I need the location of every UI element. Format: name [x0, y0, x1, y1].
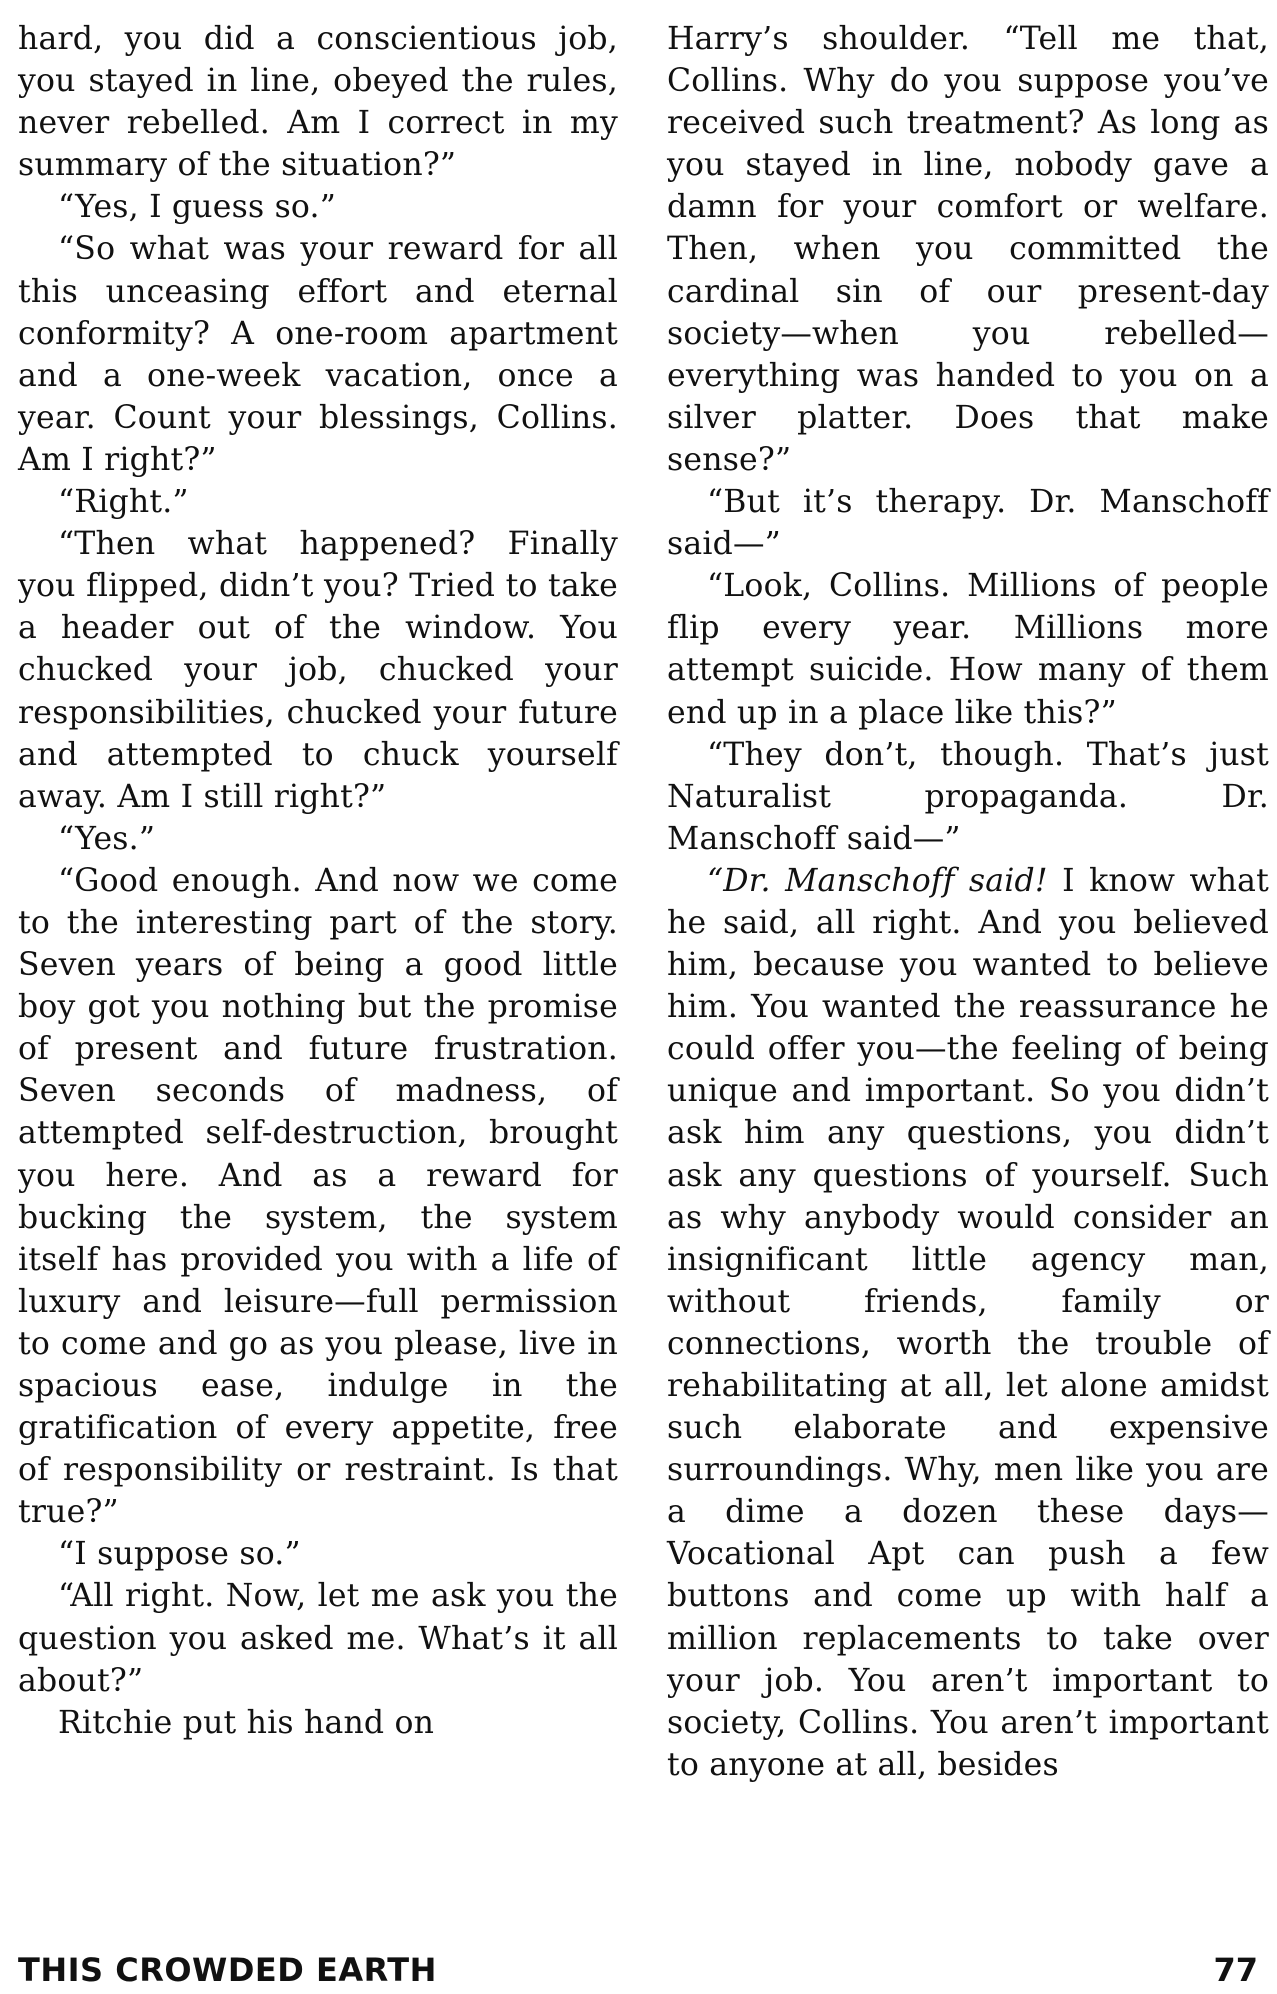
paragraph: Ritchie put his hand on	[58, 1704, 435, 1741]
paragraph: “Look, Collins. Millions of people flip every year. Millions more attempt suicide. How many of them end up in a place like this?”	[667, 568, 1269, 731]
paragraph: “All right. Now, let me ask you the question you asked me. What’s it all about?”	[18, 1578, 618, 1699]
paragraph: “Then what happened? Finally you flipped, didn’t you? Tried to take a header out of the window. You chucked your job, chucked your responsibilities, chucked your future and attempted to chuck yourself away. Am I still right?”	[18, 526, 618, 815]
paragraph	[667, 860, 1269, 1786]
left-column	[18, 18, 618, 1744]
paragraph: “They don’t, though. That’s just Naturalist propaganda. Dr. Manschoff said—”	[667, 736, 1269, 857]
paragraph: “Right.”	[58, 484, 189, 521]
paragraph: Harry’s shoulder. “Tell me that, Collins. Why do you suppose you’ve received such treatment? As long as you stayed in line, nobody gave a damn for your comfort or welfare. Then, when you committed the cardinal sin of our present-day society—when you rebelled—everything was handed to you on a silver platter. Does that make sense?”	[667, 21, 1269, 478]
paragraph-text: I know what he said, all right. And you believed him, because you wanted to believe him. You wanted the reassurance he could offer you—the feeling of being unique and important. So you didn’t ask him any questions, you didn’t ask any questions of yourself. Such as why anybody would consider an insignificant little agency man, without friends, family or connections, worth the trouble of rehabilitating at all, let alone amidst such elaborate and expensive surroundings. Why, men like you are a dime a dozen these days—Vocational Apt can push a few buttons and come up with half a million replacements to take over your job. You aren’t important to society, Collins. You aren’t important to anyone at all, besides	[667, 862, 1270, 1783]
page-number: 77	[1213, 1951, 1258, 1989]
page-footer	[18, 1950, 1258, 1990]
paragraph: “But it’s therapy. Dr. Manschoff said—”	[667, 484, 1269, 563]
right-column	[667, 18, 1269, 1786]
paragraph: hard, you did a conscientious job, you stayed in line, obeyed the rules, never rebelled. Am I correct in my summary of the situation?”	[18, 21, 618, 184]
paragraph: “I suppose so.”	[58, 1536, 301, 1573]
paragraph: “Good enough. And now we come to the interesting part of the story. Seven years of being a good little boy got you nothing but the promise of present and future frustration. Seven seconds of madness, of attempted self-destruction, brought you here. And as a reward for bucking the system, the system itself has provided you with a life of luxury and leisure—full permission to come and go as you please, live in spacious ease, indulge in the gratification of every appetite, free of responsibility or restraint. Is that true?”	[18, 862, 618, 1531]
paragraph: “So what was your reward for all this unceasing effort and eternal conformity? A one-room apartment and a one-week vacation, once a year. Count your blessings, Collins. Am I right?”	[18, 231, 618, 478]
paragraph: “Yes.”	[58, 820, 156, 857]
paragraph: “Yes, I guess so.”	[58, 189, 337, 226]
running-title: THIS CROWDED EARTH	[18, 1951, 437, 1989]
italic-quote: “Dr. Manschoff said!	[707, 862, 1048, 899]
